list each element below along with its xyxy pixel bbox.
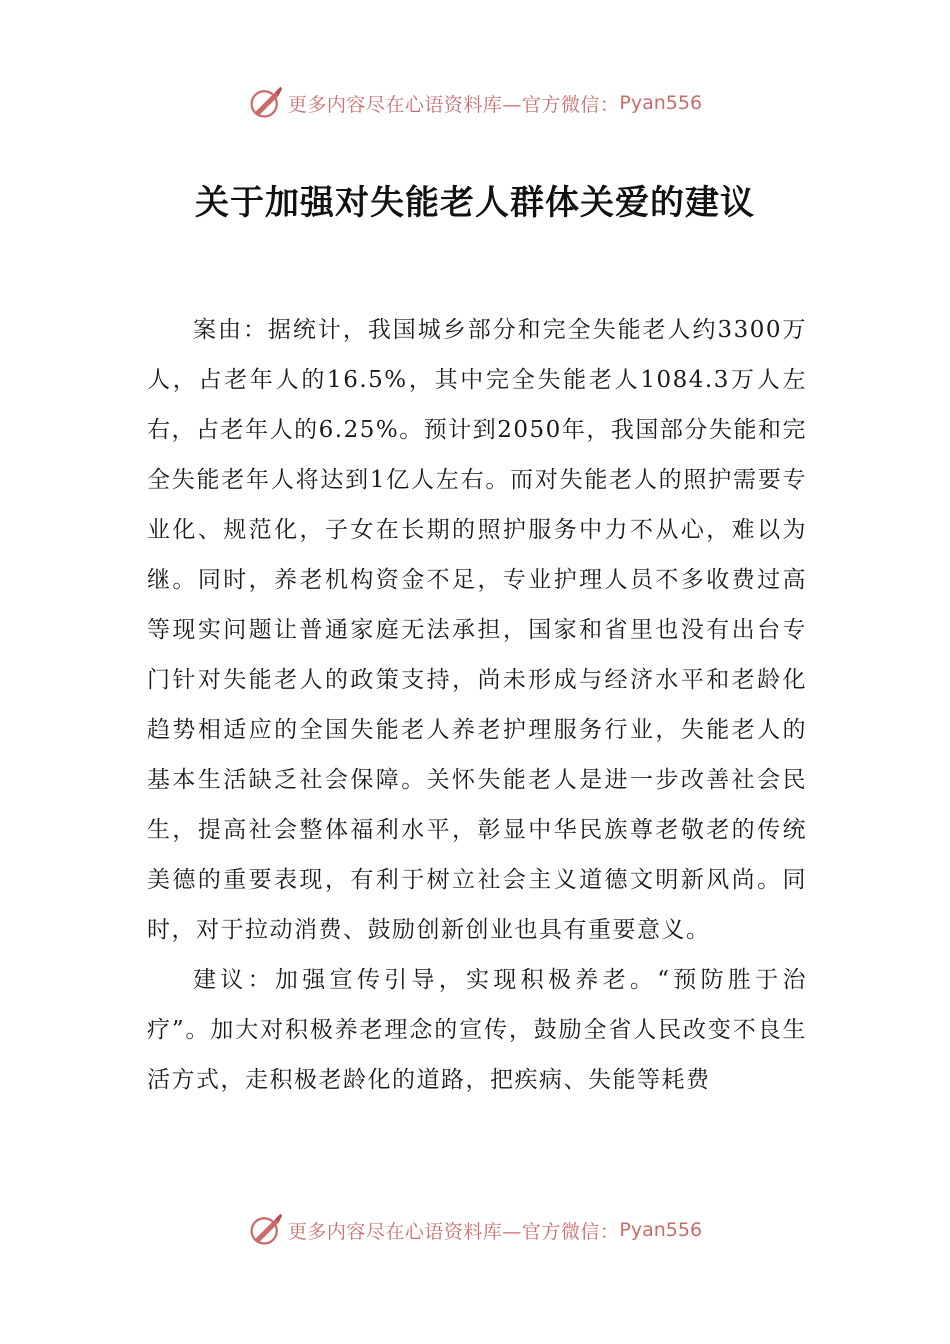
banner-wechat-id: Pyan556 xyxy=(619,1219,703,1241)
banner-text: 更多内容尽在心语资料库—官方微信： xyxy=(287,93,620,116)
footer-banner xyxy=(0,1210,950,1250)
banner-text: 更多内容尽在心语资料库—官方微信： xyxy=(287,1220,620,1243)
pen-logo-icon xyxy=(248,1212,284,1248)
pen-logo-icon xyxy=(248,85,284,121)
banner-wechat-id: Pyan556 xyxy=(619,92,703,114)
document-title: 关于加强对失能老人群体关爱的建议 xyxy=(195,183,755,223)
paragraph-suggestion: 建议：加强宣传引导，实现积极养老。“预防胜于治疗”。加大对积极养老理念的宣传，鼓励全省人民改变不良生活方式，走积极老龄化的道路，把疾病、失能等耗费 xyxy=(147,967,807,1093)
document-body xyxy=(147,305,807,1105)
header-banner xyxy=(0,83,950,123)
paragraph-case: 案由：据统计，我国城乡部分和完全失能老人约3300万人，占老年人的16.5%，其中完全失能老人1084.3万人左右，占老年人的6.25%。预计到2050年，我国部分失能和完全失能老年人将达到1亿人左右。而对失能老人的照护需要专业化、规范化，子女在长期的照护服务中力不从心，难以为继。同时，养老机构资金不足，专业护理人员不多收费过高等现实问题让普通家庭无法承担，国家和省里也没有出台专门针对失能老人的政策支持，尚未形成与经济水平和老龄化趋势相适应的全国失能老人养老护理服务行业，失能老人的基本生活缺乏社会保障。关怀失能老人是进一步改善社会民生，提高社会整体福利水平，彰显中华民族尊老敬老的传统美德的重要表现，有利于树立社会主义道德文明新风尚。同时，对于拉动消费、鼓励创新创业也具有重要意义。 xyxy=(147,317,807,943)
